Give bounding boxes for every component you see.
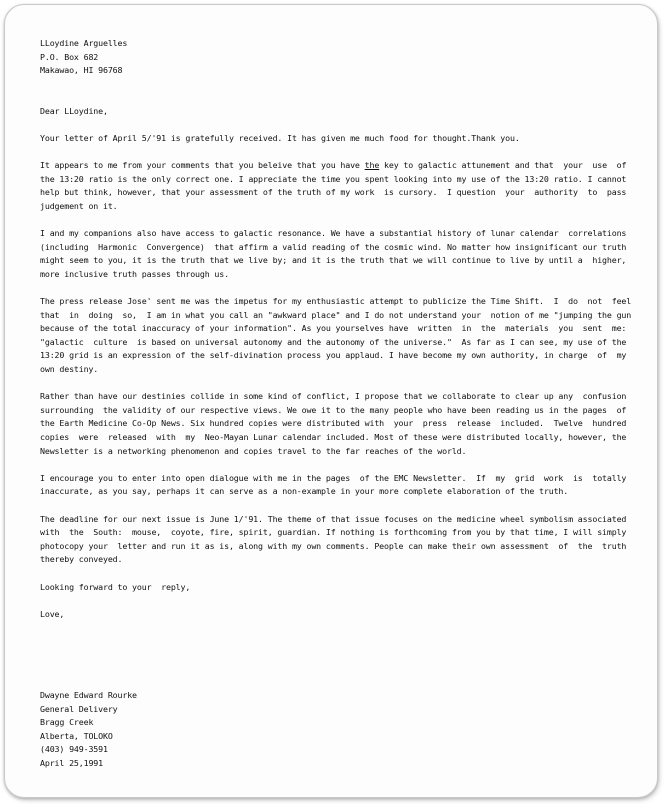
paragraph — [40, 513, 636, 567]
paragraph-line: the 13:20 ratio is the only correct one. I appreciate the time you spent looking into my use of the 13:20 ratio. I cannot — [40, 173, 627, 184]
paragraph-line: the Earth Medicine Co-Op News. Six hundred copies were distributed with your press release included. Twelve hundred — [40, 418, 627, 429]
paragraph-line: Love, — [40, 608, 65, 619]
sender-line2: Bragg Creek — [40, 717, 94, 728]
sender-name: Dwayne Edward Rourke — [40, 689, 137, 700]
letter-paragraphs — [40, 132, 636, 621]
paragraph-line: 13:20 grid is an expression of the self-divination process you applaud. I have become my own authority, in charge of my — [40, 350, 627, 361]
paragraph-line: I encourage you to enter into open dialogue with me in the pages of the EMC Newsletter. If my grid work is totally — [40, 472, 627, 483]
sender-line1: General Delivery — [40, 703, 118, 714]
paragraph-line: The deadline for our next issue is June 1/'91. The theme of that issue focuses on the medicine wheel symbolism associated — [40, 513, 627, 524]
paragraph-line: Your letter of April 5/'91 is gratefully received. It has given me much food for thought.Thank you. — [40, 132, 520, 143]
paragraph-line: The press release Jose' sent me was the impetus for my enthusiastic attempt to publicize the Time Shift. I do not feel — [40, 296, 632, 307]
sender-phone: (403) 949-3591 — [40, 744, 108, 755]
salutation: Dear LLoydine, — [40, 105, 108, 116]
paragraph — [40, 581, 636, 595]
paragraph-line: I and my companions also have access to galactic resonance. We have a substantial history of lunar calendar correlations — [40, 228, 627, 239]
letter-date: April 25,1991 — [40, 757, 103, 768]
paragraph-line: copies were released with my Neo-Mayan Lunar calendar included. Most of these were distributed locally, however, the — [40, 432, 627, 443]
recipient-address — [40, 37, 636, 78]
recipient-name: LLoydine Arguelles — [40, 38, 128, 48]
paragraph-line: Rather than have our destinies collide in some kind of conflict, I propose that we collaborate to clear up any confusion — [40, 391, 627, 402]
paragraph-line: Looking forward to your reply, — [40, 581, 191, 592]
paragraph-line: more inclusive truth passes through us. — [40, 268, 229, 279]
letter-body — [40, 37, 636, 771]
paragraph-line: (including Harmonic Convergence) that affirm a valid reading of the cosmic wind. No matter how insignificant our truth — [40, 241, 627, 252]
paragraph-line: might seem to you, it is the truth that we live by; and it is the truth that we will continue to live by until a higher, — [40, 255, 627, 266]
letter-page — [4, 4, 658, 798]
paragraph — [40, 132, 636, 146]
salutation-block — [40, 105, 636, 119]
paragraph-line: that in doing so, I am in what you call an "awkward place" and I do not understand your notion of me "jumping the gun — [40, 309, 632, 320]
paragraph — [40, 608, 636, 622]
paragraph-line: It appears to me from your comments that you beleive that you have the key to galactic attunement and that your use of — [40, 160, 627, 171]
paragraph — [40, 227, 636, 281]
paragraph-line: "galactic culture is based on universal autonomy and the autonomy of the universe." As far as I can see, my use of the — [40, 336, 627, 347]
paragraph — [40, 472, 636, 499]
paragraph-line: inaccurate, as you say, perhaps it can serve as a non-example in your more complete elaboration of the truth. — [40, 486, 569, 497]
paragraph-line: own destiny. — [40, 364, 99, 375]
sender-address — [40, 689, 636, 771]
sender-line3: Alberta, TOLOKO — [40, 730, 113, 741]
paragraph — [40, 159, 636, 213]
paragraph-line: help but think, however, that your assessment of the truth of my work is cursory. I question your authority to pass — [40, 187, 627, 198]
paragraph-line: because of the total inaccuracy of your information". As you yourselves have written in the materials you sent me: — [40, 323, 627, 334]
signature-space — [40, 635, 636, 689]
paragraph-line: Newsletter is a networking phenomenon and copies travel to the far reaches of the world. — [40, 445, 467, 456]
paragraph-line: thereby conveyed. — [40, 554, 123, 565]
recipient-box: P.O. Box 682 — [40, 51, 99, 62]
paragraph-line: photocopy your letter and run it as is, along with my own comments. People can make their own assessment of the truth — [40, 540, 627, 551]
paragraph — [40, 390, 636, 458]
paragraph-line: with the South: mouse, coyote, fire, spirit, guardian. If nothing is forthcoming from you by that time, I will simply — [40, 527, 627, 538]
paragraph-line: surrounding the validity of our respective views. We owe it to the many people who have been reading us in the pages of — [40, 404, 627, 415]
recipient-city: Makawao, HI 96768 — [40, 65, 123, 76]
underlined-word: the — [364, 160, 380, 171]
paragraph — [40, 295, 636, 377]
paragraph-line: judgement on it. — [40, 200, 118, 211]
